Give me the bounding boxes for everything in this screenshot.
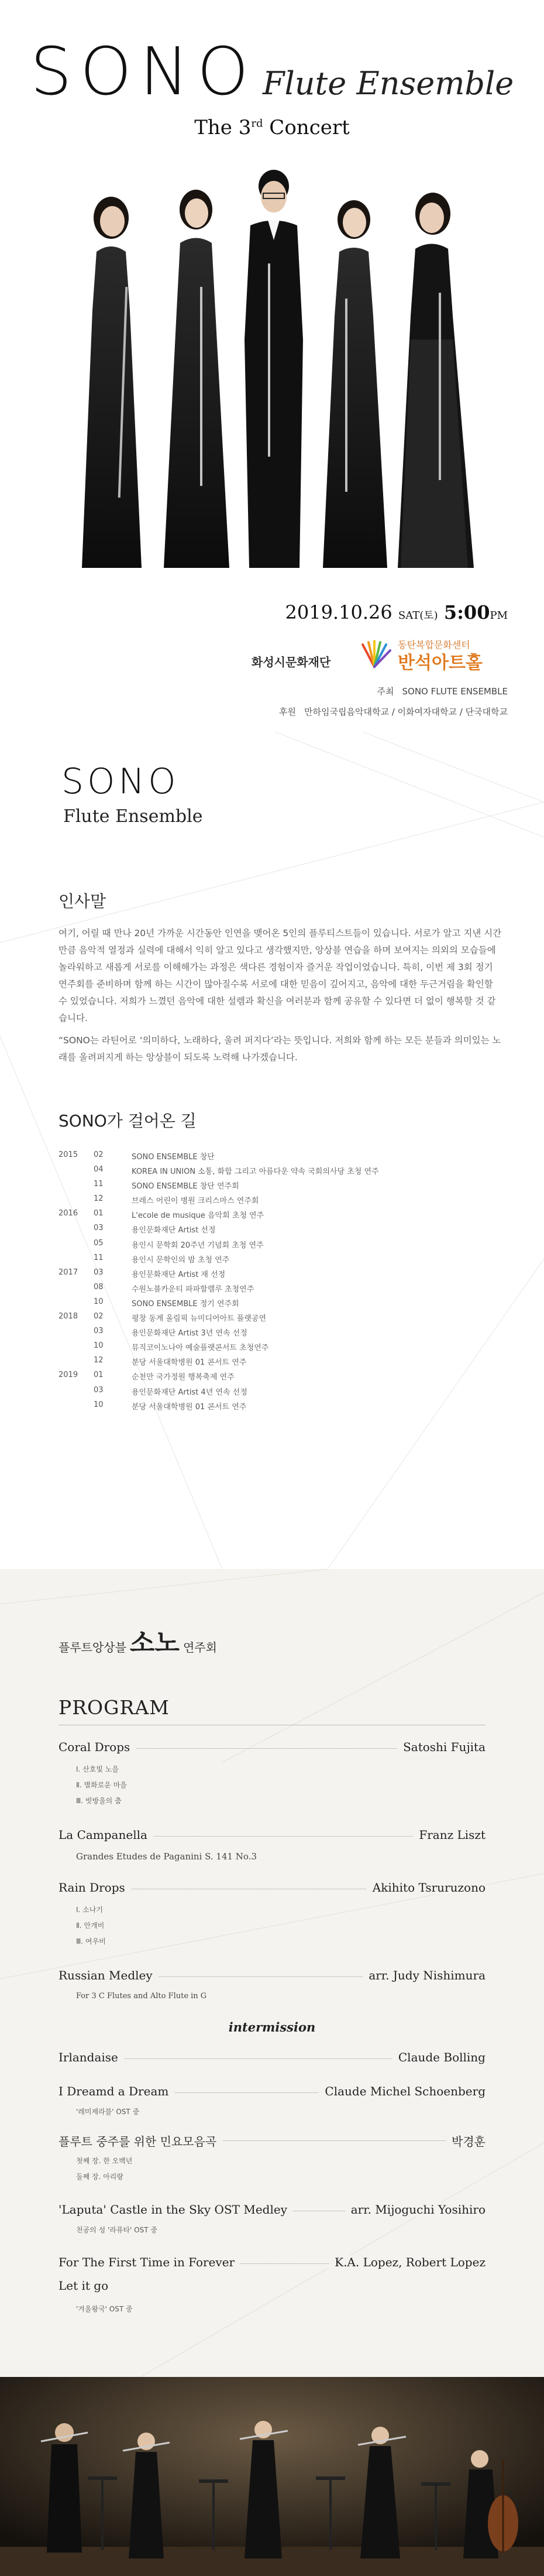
history-row [58, 1147, 503, 1162]
history-event: SONO ENSEMBLE 정기 연주회 [132, 1299, 239, 1308]
piece-movement: 둘째 장. 아리랑 [76, 2173, 123, 2181]
history-row [58, 1236, 503, 1251]
program-header-prefix: 플루트앙상블 [58, 1640, 126, 1654]
history-timeline [58, 1147, 503, 1412]
history-month: 08 [94, 1282, 104, 1292]
piece-title: Let it go [58, 2279, 114, 2293]
history-event: 수원노블카운티 파파할렐루 초청연주 [132, 1284, 254, 1294]
concert-day: SAT(토) [398, 609, 438, 622]
intro-section [0, 732, 544, 1569]
piece-composer: 박경훈 [446, 2132, 486, 2149]
history-month: 10 [94, 1341, 104, 1351]
program-piece [58, 2050, 486, 2068]
piece-title: Rain Drops [58, 1880, 131, 1895]
concert-word: Concert [263, 116, 350, 139]
history-event: 브레스 어린이 병원 크리스마스 연주회 [132, 1197, 259, 1206]
arts-center-name: 동탄복합문화센터 [398, 639, 470, 650]
performer-3 [245, 170, 303, 568]
history-event: 용인시 문학회 20주년 기념회 초청 연주 [132, 1241, 264, 1250]
greeting-heading: 인사말 [58, 892, 106, 911]
history-month: 12 [94, 1356, 104, 1365]
history-year: 2015 [58, 1150, 78, 1159]
piece-subtitle: Grandes Etudes de Paganini S. 141 No.3 [76, 1851, 257, 1862]
history-month: 03 [94, 1385, 104, 1395]
piece-movement: Ⅰ. 소나기 [76, 1906, 103, 1914]
stage-performance-photo [0, 2377, 544, 2576]
piece-composer: Satoshi Fujita [397, 1740, 486, 1754]
piece-subtitle: For 3 C Flutes and Alto Flute in G [76, 1992, 207, 2000]
history-month: 03 [94, 1268, 104, 1277]
hall-name: 반석아트홀 [398, 653, 483, 673]
piece-title: 'Laputa' Castle in the Sky OST Medley [58, 2202, 293, 2217]
program-piece [58, 2084, 486, 2102]
host-name: SONO FLUTE ENSEMBLE [402, 686, 508, 697]
piece-movement: Ⅲ. 여우비 [76, 1937, 106, 1945]
title-sono: SONO [30, 34, 257, 110]
hwaseong-foundation-logo: 화성시문화재단 [252, 655, 331, 669]
piece-movement: Ⅰ. 산호빛 노을 [76, 1765, 119, 1773]
history-row [58, 1265, 503, 1280]
piece-movement: 첫째 장. 한 오백년 [76, 2157, 133, 2165]
history-row [58, 1191, 503, 1206]
history-heading: SONO가 걸어온 길 [58, 1111, 197, 1131]
history-event: KOREA IN UNION 소통, 화합 그리고 아름다운 약속 국회의사당 초청 연주 [132, 1167, 379, 1177]
program-header [58, 1622, 217, 1659]
history-row [58, 1309, 503, 1324]
sponsor-label: 후원 [279, 707, 297, 717]
history-year: 2018 [58, 1312, 78, 1321]
concert-time: 5:00 [443, 601, 490, 624]
history-year: 2019 [58, 1371, 78, 1380]
history-row [58, 1177, 503, 1191]
history-event: 뮤직코이노나아 예술플랫콘서트 초청연주 [132, 1344, 269, 1353]
program-piece [58, 1828, 486, 1845]
history-month: 01 [94, 1371, 104, 1380]
program-piece [58, 1968, 486, 1986]
history-month: 01 [94, 1209, 104, 1218]
performer-4 [323, 200, 387, 568]
history-row [58, 1280, 503, 1294]
program-piece [58, 2279, 486, 2296]
host-label: 주최 [377, 686, 394, 697]
venue-logos [252, 635, 509, 673]
history-row [58, 1338, 503, 1353]
piece-subtitle: '레미제라블' OST 중 [76, 2108, 140, 2116]
program-piece [58, 2132, 486, 2150]
program-title: PROGRAM [58, 1696, 170, 1719]
sponsor-names: 만하임국립음악대학교 / 이화여자대학교 / 단국대학교 [304, 707, 508, 717]
piece-composer: Akihito Tsruruzono [367, 1880, 486, 1895]
history-event: 용인문화재단 Artist 3년 연속 선정 [132, 1329, 247, 1338]
history-month: 03 [94, 1224, 104, 1233]
history-event: 분당 서울대학병원 01 콘서트 연주 [132, 1402, 247, 1412]
piece-composer: Franz Liszt [413, 1828, 486, 1842]
program-piece [58, 2202, 486, 2220]
sono-logo-subtitle: Flute Ensemble [63, 806, 203, 827]
history-row [58, 1383, 503, 1397]
concert-time-suffix: PM [490, 609, 508, 622]
concert-title [0, 34, 544, 110]
history-year: 2016 [58, 1209, 78, 1218]
concert-date: 2019.10.26 [285, 601, 392, 624]
piece-movement: Ⅱ. 별화로운 마을 [76, 1781, 127, 1789]
greeting-paragraph-1: 여기, 어릴 때 만나 20년 가까운 시간동안 인연을 맺어온 5인의 플루티스트들이 있습니다. 서로가 알고 지낸 시간만큼 음악적 열정과 실력에 대해서 익히 알고 있다고 생각했지만, 앙상블 연습을 하며 보여지는 의외의 모습들에 놀라워하고 새롭게 서로를 이해해가는 과정은 색다른 경험이자 즐거운 작업이었습니다. 특히, 이번 제 3회 정기 연주회를 준비하며 함께 하는 시간이 많아질수록 서로에 대한 믿음이 깊어지고, 음악에 대한 두근거림을 확인할 수 있었습니다. 저희가 느꼈던 음악에 대한 설렘과 확신을 여러분과 함께 공유할 수 있다면 더 없이 행복할 것 같습니다. [58, 928, 502, 1023]
history-row [58, 1353, 503, 1368]
history-row [58, 1206, 503, 1221]
history-month: 12 [94, 1194, 104, 1204]
piece-title: Irlandaise [58, 2050, 124, 2064]
sono-logo: SONO [61, 761, 180, 802]
concert-datetime [285, 601, 508, 624]
history-year: 2017 [58, 1268, 78, 1277]
intermission-label: intermission [228, 2020, 316, 2034]
history-month: 02 [94, 1312, 104, 1321]
history-month: 05 [94, 1238, 104, 1248]
history-month: 11 [94, 1180, 104, 1189]
history-month: 11 [94, 1253, 104, 1262]
concert-number: The 3 [194, 116, 252, 139]
hero-section [0, 0, 544, 732]
history-month: 10 [94, 1400, 104, 1409]
piece-subtitle: 천공의 성 '라퓨타' OST 중 [76, 2226, 157, 2234]
history-event: SONO ENSEMBLE 창단 [132, 1153, 215, 1162]
history-event: SONO ENSEMBLE 창단 연주회 [132, 1182, 239, 1191]
piece-composer: Claude Michel Schoenberg [319, 2084, 486, 2098]
concert-ordinal: rd [251, 117, 263, 130]
performer-1 [82, 197, 142, 568]
performer-2 [164, 190, 229, 568]
program-piece [58, 1880, 486, 1898]
piece-composer: Claude Bolling [392, 2050, 486, 2064]
history-row [58, 1294, 503, 1309]
piece-movement: Ⅱ. 안개비 [76, 1921, 105, 1930]
history-event: 용인문화재단 Artist 4년 연속 선정 [132, 1388, 247, 1397]
performer-5 [398, 193, 474, 568]
history-row [58, 1324, 503, 1338]
history-row [58, 1397, 503, 1412]
piece-title: 플루트 중주를 위한 민요모음곡 [58, 2132, 222, 2149]
host-credit [377, 685, 508, 697]
sponsor-credit [279, 705, 508, 718]
history-event: 분당 서울대학병원 01 콘서트 연주 [132, 1358, 247, 1368]
history-event: 용인시 문학인의 밤 초청 연주 [132, 1255, 230, 1265]
piece-movement: Ⅲ. 빗방울의 춤 [76, 1797, 122, 1805]
history-row [58, 1368, 503, 1382]
piece-composer: arr. Mijoguchi Yosihiro [345, 2202, 486, 2217]
history-row [58, 1162, 503, 1177]
history-month: 02 [94, 1150, 104, 1159]
concert-subtitle [0, 116, 544, 139]
piece-composer: K.A. Lopez, Robert Lopez [329, 2255, 486, 2269]
history-month: 04 [94, 1165, 104, 1174]
history-row [58, 1221, 503, 1235]
history-event: 용인문화재단 Artist 선정 [132, 1226, 216, 1235]
title-flute-ensemble: Flute Ensemble [262, 65, 514, 102]
performers-photo [64, 164, 480, 574]
arts-center-logo-icon [357, 640, 392, 669]
history-event: 평창 동계 올림픽 뉴미디어아트 플랫공연 [132, 1314, 267, 1324]
greeting-paragraph-2: “SONO는 라틴어로 ‘의미하다, 노래하다, 울려 퍼지다’라는 뜻입니다. 저희와 함께 하는 모든 분들과 의미있는 노래를 울려퍼지게 하는 앙상블이 되도록 노력해 나가겠습니다. [58, 1035, 501, 1063]
piece-subtitle: '겨울왕국' OST 중 [76, 2305, 133, 2313]
history-month: 03 [94, 1327, 104, 1336]
history-month: 10 [94, 1297, 104, 1306]
history-event: L'ecole de musique 음악회 초청 연주 [132, 1211, 264, 1221]
piece-title: Russian Medley [58, 1968, 159, 1982]
history-event: 용인문화재단 Artist 재 선정 [132, 1270, 226, 1279]
history-row [58, 1251, 503, 1265]
piece-title: La Campanella [58, 1828, 153, 1842]
program-header-name: 소노 [129, 1628, 180, 1658]
piece-title: I Dreamd a Dream [58, 2084, 174, 2098]
program-piece [58, 2255, 486, 2273]
piece-composer: arr. Judy Nishimura [363, 1968, 486, 1982]
program-header-suffix: 연주회 [183, 1640, 217, 1654]
program-section [0, 1569, 544, 2377]
piece-title: Coral Drops [58, 1740, 136, 1754]
program-piece [58, 1740, 486, 1758]
history-event: 순천만 국가정원 행복축제 연주 [132, 1373, 235, 1382]
piece-title: For The First Time in Forever [58, 2255, 240, 2269]
